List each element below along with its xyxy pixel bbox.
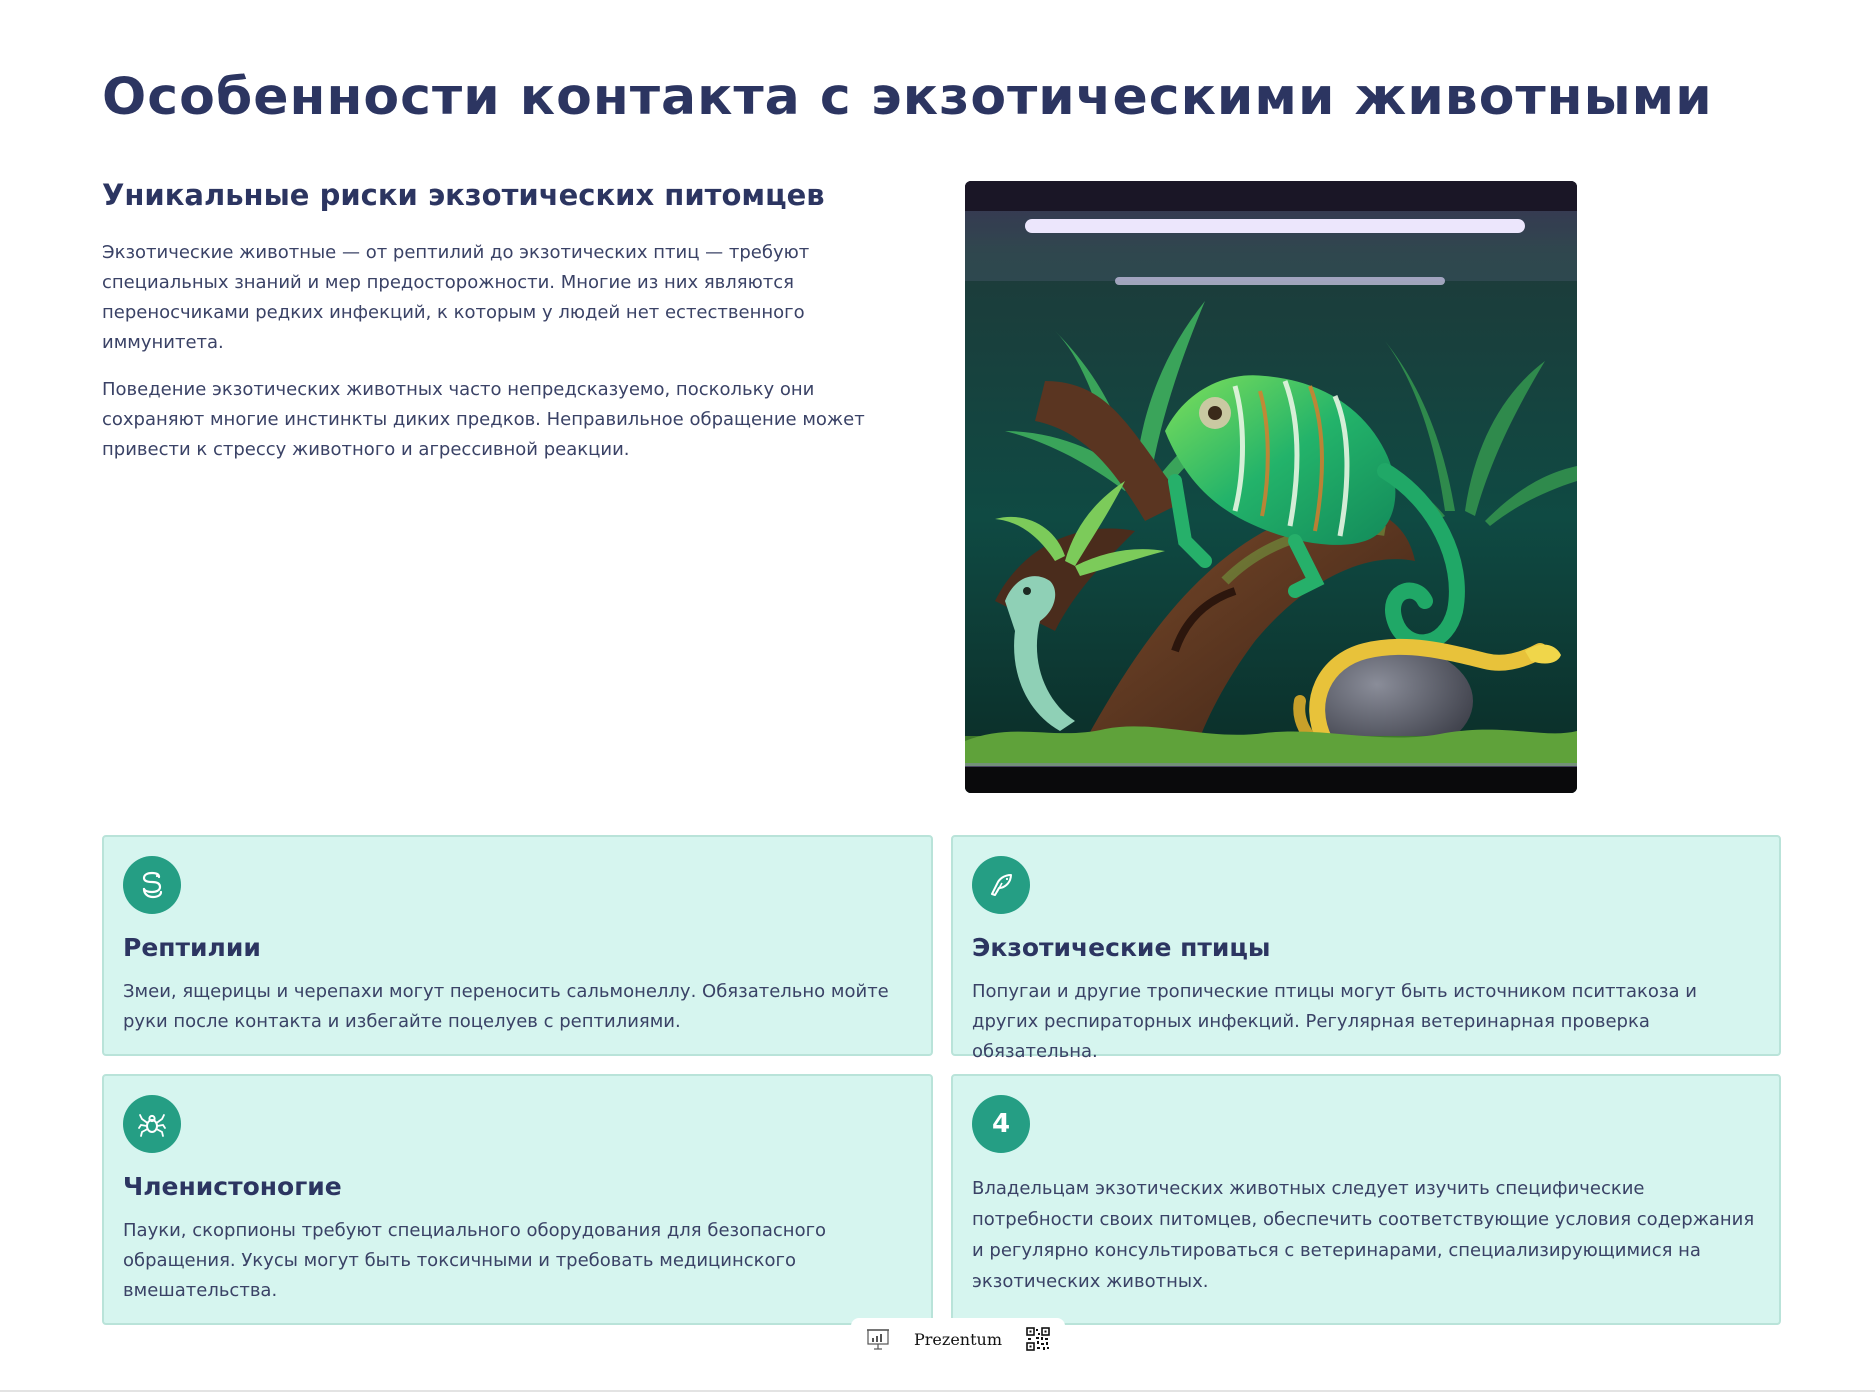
card-arthropods: [102, 1074, 933, 1325]
card-icon-circle: [972, 856, 1030, 914]
presentation-chart-icon: [865, 1326, 891, 1352]
terrarium-photo: [965, 181, 1577, 793]
intro-paragraph: Поведение экзотических животных часто непредсказуемо, поскольку они сохраняют многие инстинкты диких предков. Неправильное обращение может привести к стрессу животного и агрессивной реакции.: [102, 379, 865, 460]
card-text: Владельцам экзотических животных следует изучить специфические потребности своих питомцев, обеспечить соответствующие условия содержания и регулярно консультироваться с ветеринарами, специализирующимися на экзотических животных.: [972, 1178, 1755, 1292]
qr-code-icon: [1025, 1326, 1051, 1352]
card-text: Попугаи и другие тропические птицы могут быть источником пситтакоза и других респираторных инфекций. Регулярная ветеринарная проверка обязательна.: [972, 981, 1697, 1062]
page-title: Особенности контакта с экзотическими животными: [102, 68, 1713, 127]
card-number: 4: [991, 1109, 1011, 1139]
footer-badge: [851, 1318, 1065, 1360]
terrarium-reptiles-photo: [965, 181, 1577, 793]
card-icon-circle: [123, 1095, 181, 1153]
spider-icon: [137, 1109, 167, 1139]
snake-icon: [137, 870, 167, 900]
intro-section: [102, 178, 922, 482]
card-number-circle: [972, 1095, 1030, 1153]
card-reptiles: [102, 835, 933, 1056]
intro-paragraph: Экзотические животные — от рептилий до экзотических птиц — требуют специальных знаний и мер предосторожности. Многие из них являются переносчиками редких инфекций, к которым у людей нет естественного иммунитета.: [102, 242, 810, 353]
card-owners-advice: [951, 1074, 1781, 1325]
card-icon-circle: [123, 856, 181, 914]
card-text: Змеи, ящерицы и черепахи могут переносить сальмонеллу. Обязательно мойте руки после контакта и избегайте поцелуев с рептилиями.: [123, 981, 889, 1032]
intro-heading: Уникальные риски экзотических питомцев: [102, 178, 825, 212]
card-birds: [951, 835, 1781, 1062]
card-title: Рептилии: [123, 933, 261, 962]
footer-brand: Prezentum: [914, 1329, 1002, 1349]
bird-icon: [986, 870, 1016, 900]
card-text: Пауки, скорпионы требуют специального оборудования для безопасного обращения. Укусы могут быть токсичными и требовать медицинского вмешательства.: [123, 1220, 827, 1301]
card-title: Экзотические птицы: [972, 933, 1271, 962]
card-title: Членистоногие: [123, 1172, 342, 1201]
